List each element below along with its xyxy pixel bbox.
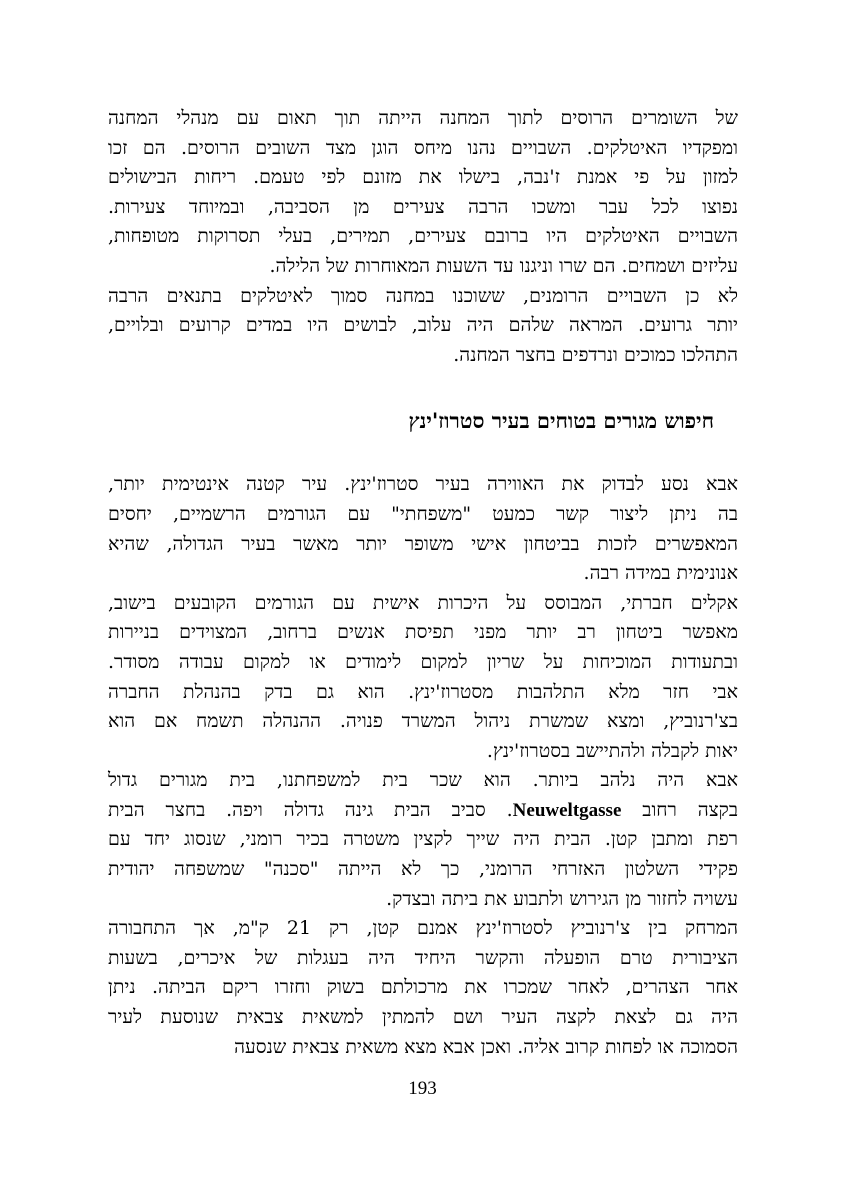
paragraph-romanian-prisoners <box>108 282 738 371</box>
text-line: פקידי השלטון האזרחי הרומני, כך לא הייתה "סכנה" שמשפחה יהודית <box>108 858 738 881</box>
paragraph-house-rental <box>108 766 738 914</box>
text-line: ובתעודות המוכיחות על שריון למקום לימודים או למקום עבודה מסודר. <box>108 650 738 673</box>
paragraph-trip-to-storozhynets <box>108 470 738 588</box>
text-line: נפוצו לכל עבר ומשכו הרבה צעירים מן הסביבה, ובמיוחד צעירות. <box>108 195 738 218</box>
page-body <box>108 104 738 1062</box>
text-line: לא כן השבויים הרומנים, ששוכנו במחנה סמוך לאיטלקים בתנאים הרבה <box>108 284 738 307</box>
street-name: Neuweltgasse <box>512 799 622 821</box>
paragraph-distance <box>108 914 738 1062</box>
text-line: הסמוכה או לפחות קרוב אליה. ואכן אבא מצא משאית צבאית שנסעה <box>234 1035 738 1058</box>
text-line: התהלכו כמוכים ונרדפים בחצר המחנה. <box>453 343 738 366</box>
text-line: מאפשר ביטחון רב יותר מפני תפיסת אנשים ברחוב, המצוידים בניירות <box>108 621 738 644</box>
text-line: ומפקדיו האיטלקים. השבויים נהנו מיחס הוגן מצד השובים הרוסים. הם זכו <box>108 136 738 159</box>
text-line: של השומרים הרוסים לתוך המחנה הייתה תוך תאום עם מנהלי המחנה <box>108 107 738 129</box>
text-line: היה גם לצאת לקצה העיר ושם להמתין למשאית צבאית שנוסעת לעיר <box>108 1006 738 1029</box>
paragraph-italian-prisoners <box>108 104 738 282</box>
text-line: השבויים האיטלקים היו ברובם צעירים, תמירים, בעלי תסרוקות מטופחות, <box>108 225 738 248</box>
text-line: המאפשרים לזכות בביטחון אישי משופר יותר מאשר בעיר הגדולה, שהיא <box>108 532 738 555</box>
section-heading: חיפוש מגורים בטוחים בעיר סטרוז'ינץ <box>408 408 714 434</box>
text-fragment: . סביב הבית גינה גדולה ויפה. בחצר הבית <box>107 798 513 821</box>
paragraph-social-climate <box>108 589 738 767</box>
text-line: עשויה לחזור מן הגירוש ולתבוע את ביתה ובצדק. <box>386 887 738 910</box>
text-line: אקלים חברתי, המבוסס על היכרות אישית עם הגורמים הקובעים בישוב, <box>108 591 738 614</box>
text-line-with-street <box>108 796 738 826</box>
text-line: בה ניתן ליצור קשר כמעט "משפחתי" עם הגורמים הרשמיים, יחסים <box>108 502 738 525</box>
text-line: הציבורית טרם הופעלה והקשר היחיד היה בעגלות של איכרים, בשעות <box>108 946 738 969</box>
text-line: יותר גרועים. המראה שלהם היה עלוב, לבושים היו במדים קרועים ובלויים, <box>108 314 738 337</box>
text-line: המרחק בין צ'רנוביץ לסטרוז'ינץ אמנם קטן, רק 21 ק"מ, אך התחבורה <box>108 917 738 940</box>
text-line: אנונימית במידה רבה. <box>583 562 738 585</box>
text-line: אבא נסע לבדוק את האווירה בעיר סטרוז'ינץ. עיר קטנה אינטימית יותר, <box>108 473 738 496</box>
text-line: אבי חזר מלא התלהבות מסטרוז'ינץ. הוא גם בדק בהנהלת החברה <box>108 680 738 703</box>
text-line: רפת ומתבן קטן. הבית היה שייך לקצין משטרה בכיר רומני, שנסוג יחד עם <box>108 828 738 851</box>
text-line: אחר הצהרים, לאחר שמכרו את מרכולתם בשוק וחזרו ריקם הביתה. ניתן <box>108 976 738 999</box>
text-line: אבא היה נלהב ביותר. הוא שכר בית למשפחתנו, בית מגורים גדול <box>108 769 738 792</box>
page-number: 193 <box>408 1078 437 1099</box>
text-line: למזון על פי אמנת ז'נבה, בישלו את מזונם לפי טעמם. ריחות הבישולים <box>108 166 738 189</box>
text-line: עליזים ושמחים. הם שרו וניגנו עד השעות המאוחרות של הלילה. <box>269 254 738 277</box>
text-fragment: בקצה רחוב <box>642 798 738 821</box>
text-line: יאות לקבלה ולהתיישב בסטרוז'ינץ. <box>486 739 738 762</box>
text-line: בצ'רנוביץ, ומצא שמשרת ניהול המשרד פנויה. ההנהלה תשמח אם הוא <box>108 710 738 733</box>
